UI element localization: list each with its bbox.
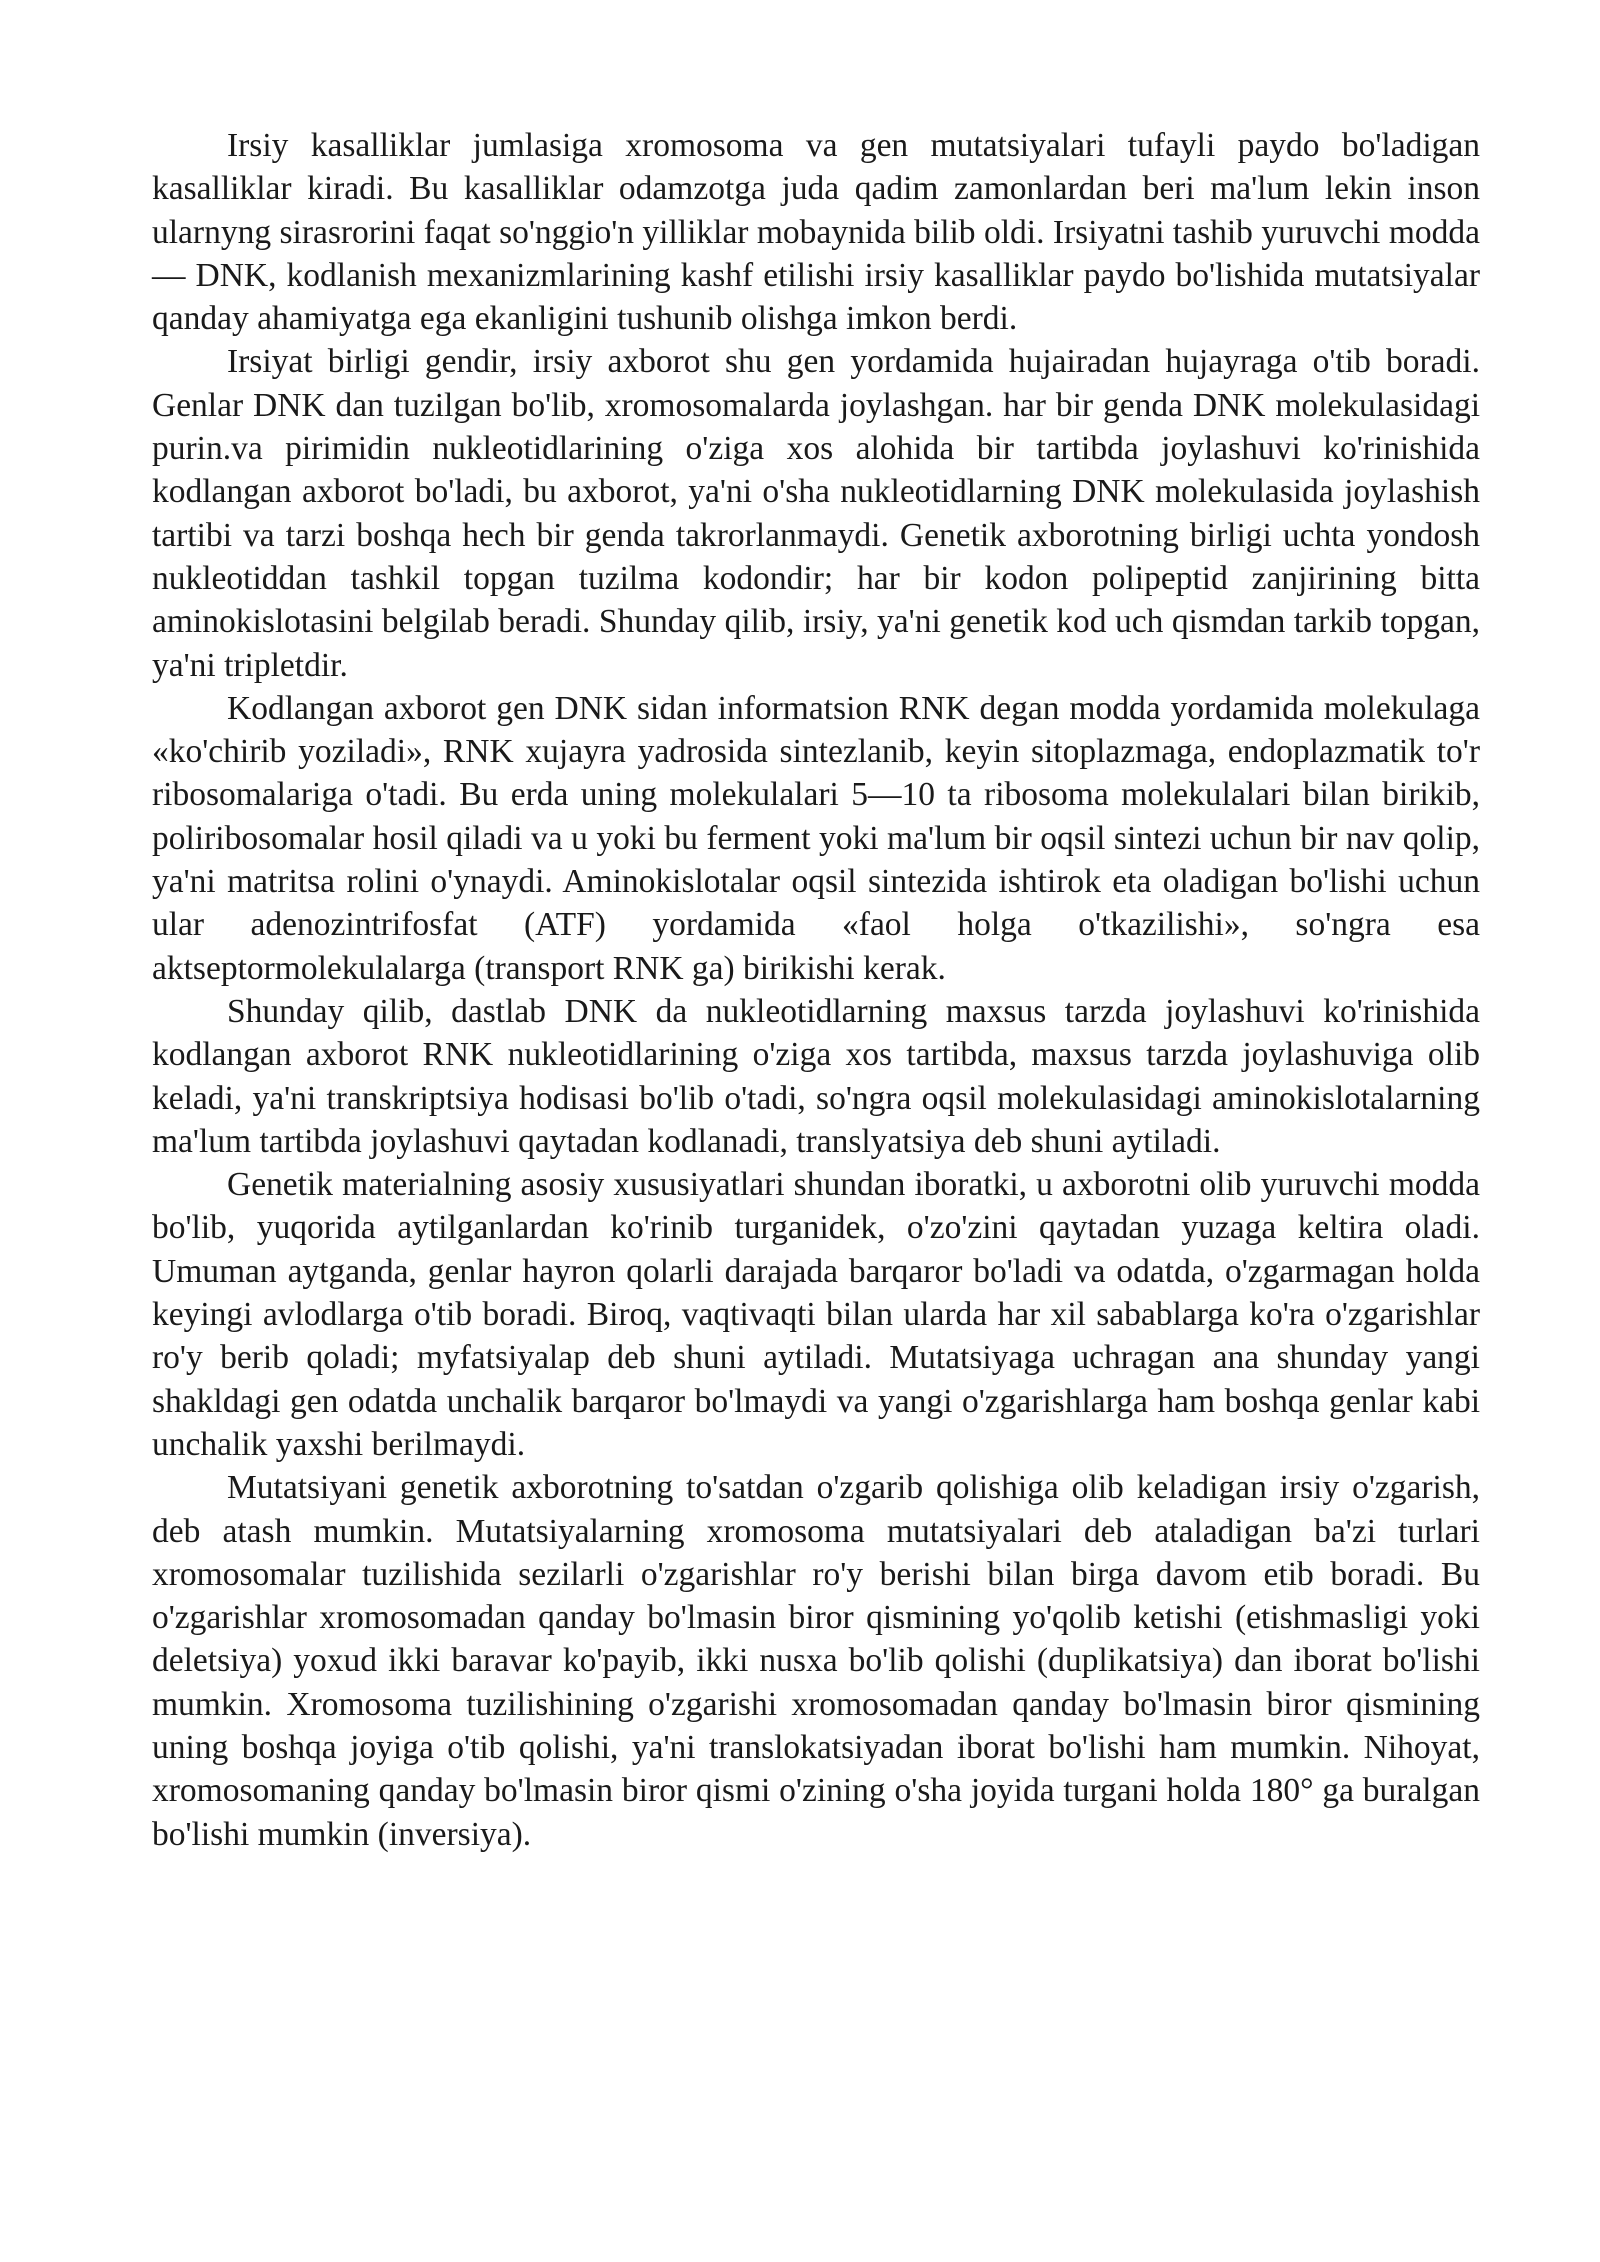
paragraph-hereditary-diseases: Irsiy kasalliklar jumlasiga xromosoma va gen mutatsiyalari tufayli paydo bo'ladigan kasalliklar kiradi. Bu kasalliklar odamzotga juda qadim zamonlardan beri ma'lum lekin inson ularnyng sirasrorini faqat so'nggio'n yilliklar mobaynida bilib oldi. Irsiyatni tashib yuruvchi modda — DNK, kodlanish mexanizmlarining kashf etilishi irsiy kasalliklar paydo bo'lishida mutatsiyalar qanday ahamiyatga ega ekanligini tushunib olishga imkon berdi. — [152, 127, 1480, 338]
paragraph-coded-information: Kodlangan axborot gen DNK sidan informatsion RNK degan modda yordamida molekulaga «ko'chirib yoziladi», RNK xujayra yadrosida sintezlanib, keyin sitoplazmaga, endoplazmatik to'r ribosomalariga o'tadi. Bu erda uning molekulalari 5—10 ta ribosoma molekulalari bilan birikib, poliribosomalar hosil qiladi va u yoki bu ferment yoki ma'lum bir oqsil sintezi uchun bir nav qolip, ya'ni matritsa rolini o'ynaydi. Aminokislotalar oqsil sintezida ishtirok eta oladigan bo'lishi uchun ular adenozintrifosfat (ATF) yordamida «faol holga o'tkazilishi», so'ngra esa aktseptormolekulalarga (transport RNK ga) birikishi kerak. — [152, 689, 1480, 987]
paragraph-mutation-types: Mutatsiyani genetik axborotning to'satdan o'zgarib qolishiga olib keladigan irsiy o'zgarish, deb atash mumkin. Mutatsiyalarning xromosoma mutatsiyalari deb ataladigan ba'zi turlari xromosomalar tuzilishida sezilarli o'zgarishlar ro'y berishi bilan birga davom etib boradi. Bu o'zgarishlar xromosomadan qanday bo'lmasin biror qismining yo'qolib ketishi (etishmasligi yoki deletsiya) yoxud ikki baravar ko'payib, ikki nusxa bo'lib qolishi (duplikatsiya) dan iborat bo'lishi mumkin. Xromosoma tuzilishining o'zgarishi xromosomadan qanday bo'lmasin biror qismining uning boshqa joyiga o'tib qolishi, ya'ni translokatsiyadan iborat bo'lishi ham mumkin. Nihoyat, xromosomaning qanday bo'lmasin biror qismi o'zining o'sha joyida turgani holda 180° ga buralgan bo'lishi mumkin (inversiya). — [152, 1469, 1480, 1853]
paragraph-genetic-material-properties: Genetik materialning asosiy xususiyatlari shundan iboratki, u axborotni olib yuruvchi modda bo'lib, yuqorida aytilganlardan ko'rinib turganidek, o'zo'zini qaytadan yuzaga keltira oladi. Umuman aytganda, genlar hayron qolarli darajada barqaror bo'ladi va odatda, o'zgarmagan holda keyingi avlodlarga o'tib boradi. Biroq, vaqtivaqti bilan ularda har xil sabablarga ko'ra o'zgarishlar ro'y berib qoladi; myfatsiyalap deb shuni aytiladi. Mutatsiyaga uchragan ana shunday yangi shakldagi gen odatda unchalik barqaror bo'lmaydi va yangi o'zgarishlarga ham boshqa genlar kabi unchalik yaxshi berilmaydi. — [152, 1166, 1480, 1463]
paragraph-transcription-translation: Shunday qilib, dastlab DNK da nukleotidlarning maxsus tarzda joylashuvi ko'rinishida kodlangan axborot RNK nukleotidlarining o'ziga xos tartibda, maxsus tarzda joylashuviga olib keladi, ya'ni transkriptsiya hodisasi bo'lib o'tadi, so'ngra oqsil molekulasidagi aminokislotalarning ma'lum tartibda joylashuvi qaytadan kodlanadi, translyatsiya deb shuni aytiladi. — [152, 992, 1480, 1160]
paragraph-unit-of-heredity: Irsiyat birligi gendir, irsiy axborot shu gen yordamida hujairadan hujayraga o'tib boradi. Genlar DNK dan tuzilgan bo'lib, xromosomalarda joylashgan. har bir genda DNK molekulasidagi purin.va pirimidin nukleotidlarining o'ziga xos alohida bir tartibda joylashuvi ko'rinishida kodlangan axborot bo'ladi, bu axborot, ya'ni o'sha nukleotidlarning DNK molekulasida joylashish tartibi va tarzi boshqa hech bir genda takrorlanmaydi. Genetik axborotning birligi uchta yondosh nukleotiddan tashkil topgan tuzilma kodondir; har bir kodon polipeptid zanjirining bitta aminokislotasini belgilab beradi. Shunday qilib, irsiy, ya'ni genetik kod uch qismdan tarkib topgan, ya'ni tripletdir. — [152, 343, 1480, 684]
document-page — [152, 124, 1480, 1856]
